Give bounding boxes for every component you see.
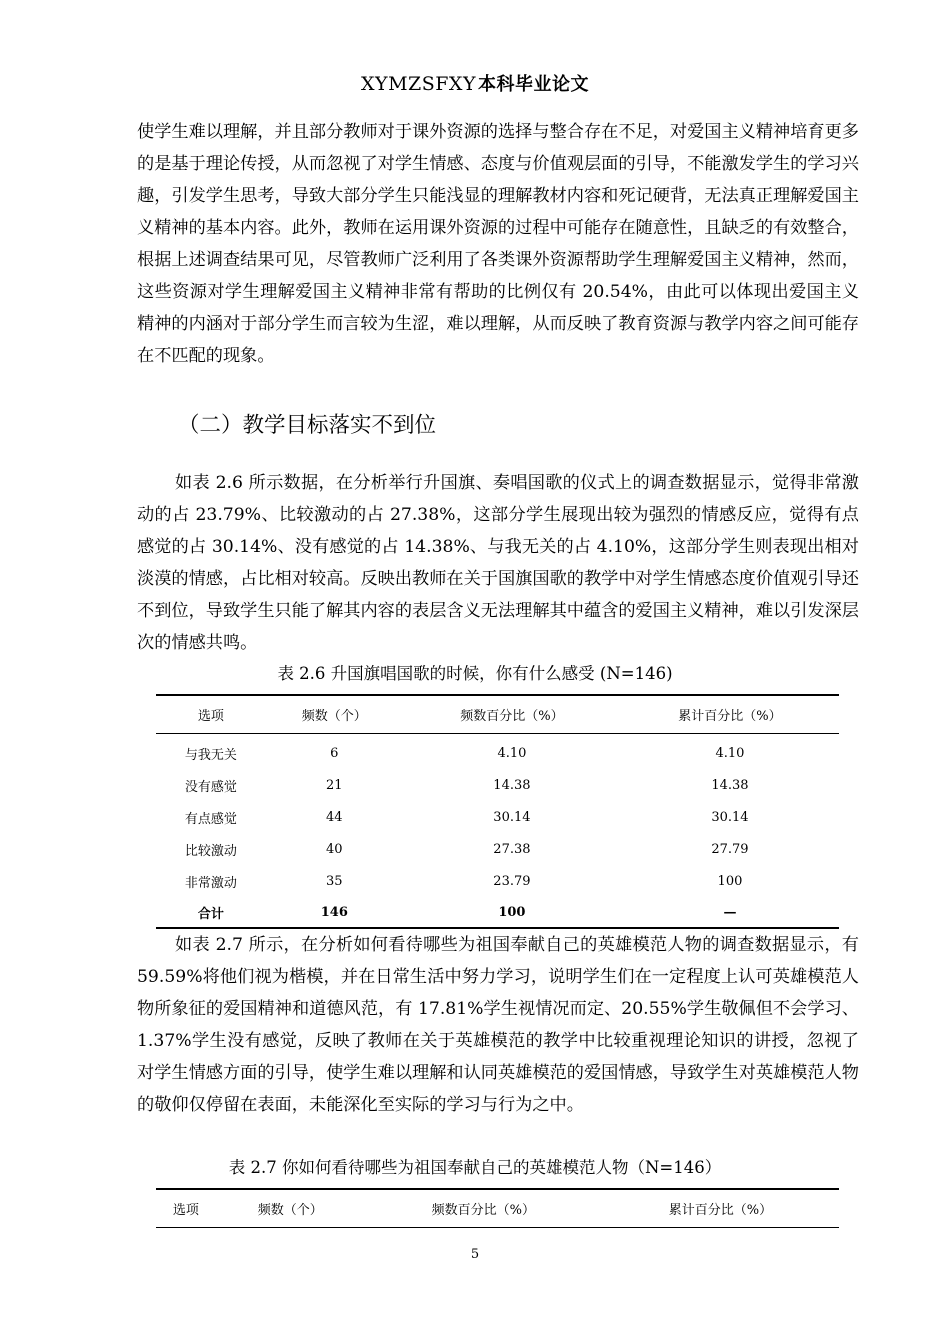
column-header: 选项 [156, 1189, 216, 1228]
table-cell: 4.10 [497, 745, 527, 761]
table-row [156, 769, 839, 801]
table-cell: 30.14 [711, 809, 749, 825]
table-cell: 40 [326, 841, 343, 857]
column-header: 频数百分比（%） [403, 695, 621, 734]
table-cell: 有点感觉 [184, 811, 237, 827]
header-title: 本科毕业论文 [478, 74, 589, 95]
paragraph-table-2-7-analysis: 如表 2.7 所示，在分析如何看待哪些为祖国奉献自己的英雄模范人物的调查数据显示，有 59.59%将他们视为楷模，并在日常生活中努力学习，说明学生们在一定程度上认可英雄模范人物所象征的爱国精神和道德风范，有 17.81%学生视情况而定、20.55%学生敬佩但不会学习、1.37%学生没有感觉，反映了教师在关于英雄模范的教学中比较重视理论知识的讲授，忽视了对学生情感方面的引导，使学生难以理解和认同英雄模范的爱国情感，导致学生对英雄模范人物的敬仰仅停留在表面，未能深化至实际的学习与行为之中。 [137, 935, 859, 1115]
table-cell: 30.14 [493, 809, 531, 825]
table-cell: 27.38 [493, 841, 531, 857]
column-header: 累计百分比（%） [621, 695, 839, 734]
table-cell: 与我无关 [184, 747, 237, 763]
table-cell: 没有感觉 [184, 779, 237, 795]
page-header [0, 70, 950, 96]
table-cell: 合计 [156, 897, 266, 928]
table-row [156, 734, 839, 770]
table-cell: 27.79 [711, 841, 749, 857]
table-cell: 146 [266, 897, 403, 928]
table-row [156, 865, 839, 897]
section-heading: （二）教学目标落实不到位 [178, 413, 437, 438]
paragraph-continued: 使学生难以理解，并且部分教师对于课外资源的选择与整合存在不足，对爱国主义精神培育更多的是基于理论传授，从而忽视了对学生情感、态度与价值观层面的引导，不能激发学生的学习兴趣，引发学生思考，导致大部分学生只能浅显的理解教材内容和死记硬背，无法真正理解爱国主义精神的基本内容。此外，教师在运用课外资源的过程中可能存在随意性，且缺乏的有效整合，根据上述调查结果可见，尽管教师广泛利用了各类课外资源帮助学生理解爱国主义精神，然而，这些资源对学生理解爱国主义精神非常有帮助的比例仅有 20.54%，由此可以体现出爱国主义精神的内涵对于部分学生而言较为生涩，难以理解，从而反映了教育资源与教学内容之间可能存在不匹配的现象。 [137, 122, 859, 366]
table-header-row [156, 1189, 839, 1228]
table-row [156, 801, 839, 833]
page-number: 5 [470, 1247, 480, 1262]
table-cell: 100 [717, 873, 743, 889]
paragraph-table-2-6-analysis: 如表 2.6 所示数据，在分析举行升国旗、奏唱国歌的仪式上的调查数据显示，觉得非常激动的占 23.79%、比较激动的占 27.38%，这部分学生展现出较为强烈的情感反应，觉得有点感觉的占 30.14%、没有感觉的占 14.38%、与我无关的占 4.10%，这部分学生则表现出相对淡漠的情感，占比相对较高。反映出教师在关于国旗国歌的教学中对学生情感态度价值观引导还不到位，导致学生只能了解其内容的表层含义无法理解其中蕴含的爱国主义精神，难以引发深层次的情感共鸣。 [137, 473, 859, 653]
table-cell: 23.79 [493, 873, 531, 889]
table-total-row [156, 897, 839, 928]
column-header: 频数百分比（%） [365, 1189, 602, 1228]
table-2-6-caption: 表 2.6 升国旗唱国歌的时候，你有什么感受 (N=146) [277, 664, 673, 683]
header-code: XYMZSFXY [361, 73, 476, 95]
table-cell: 21 [326, 777, 343, 793]
table-cell: 6 [330, 745, 339, 761]
table-header-row [156, 695, 839, 734]
table-cell: 非常激动 [184, 875, 237, 891]
table-cell: 35 [326, 873, 343, 889]
table-cell: — [621, 897, 839, 928]
table-2-6 [156, 694, 839, 929]
column-header: 累计百分比（%） [602, 1189, 839, 1228]
table-2-7-caption: 表 2.7 你如何看待哪些为祖国奉献自己的英雄模范人物（N=146） [228, 1158, 722, 1177]
table-row [156, 833, 839, 865]
column-header: 频数（个） [216, 1189, 365, 1228]
column-header: 选项 [156, 695, 266, 734]
table-cell: 比较激动 [184, 843, 237, 859]
table-cell: 14.38 [711, 777, 749, 793]
column-header: 频数（个） [266, 695, 403, 734]
table-cell: 100 [403, 897, 621, 928]
table-2-7 [156, 1188, 839, 1228]
table-cell: 14.38 [493, 777, 531, 793]
table-cell: 4.10 [715, 745, 745, 761]
table-cell: 44 [326, 809, 343, 825]
